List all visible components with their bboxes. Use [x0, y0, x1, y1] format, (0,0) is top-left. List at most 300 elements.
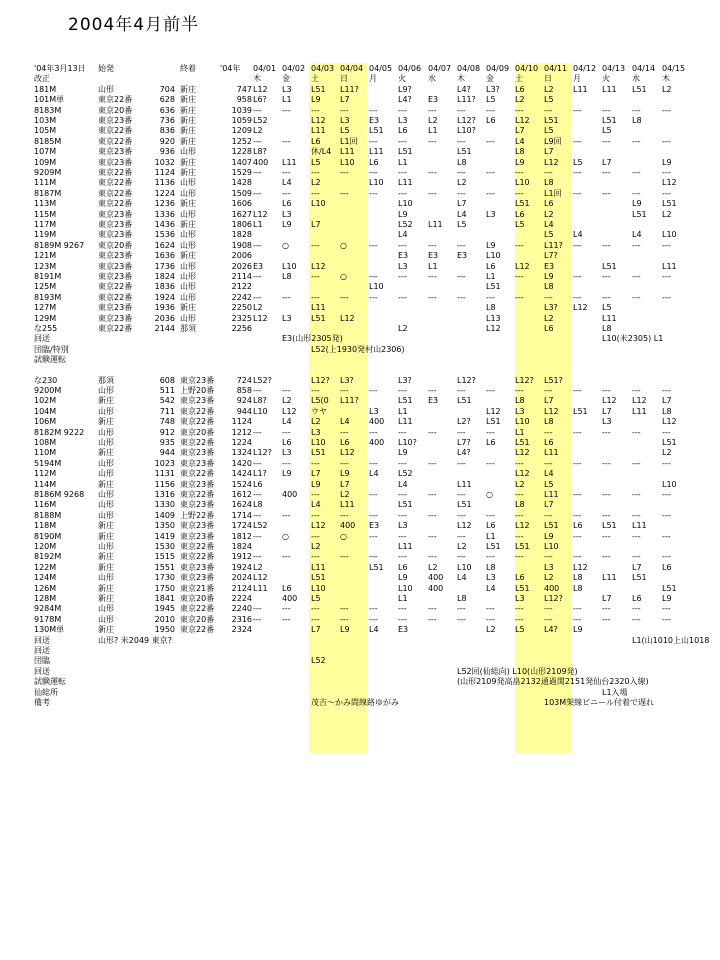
- table-cell: ○: [486, 490, 493, 499]
- table-cell: ○: [282, 531, 289, 541]
- table-cell: L7: [311, 625, 321, 635]
- table-cell: 1515: [154, 552, 175, 562]
- table-cell: L8: [515, 500, 525, 510]
- table-cell: 2036: [154, 313, 175, 323]
- table-cell: 2325: [231, 313, 252, 323]
- table-cell: L51: [486, 542, 501, 551]
- table-cell: ---: [486, 427, 495, 437]
- table-cell: ---: [632, 105, 641, 115]
- table-cell: ---: [457, 386, 466, 395]
- train-number: 113M: [34, 199, 57, 209]
- table-cell: L7: [544, 396, 554, 406]
- table-cell: ---: [632, 490, 641, 499]
- table-cell: ---: [632, 458, 641, 468]
- train-number: 103M: [34, 116, 57, 125]
- table-cell: ---: [457, 604, 466, 614]
- table-cell: ---: [544, 427, 553, 437]
- table-cell: L9: [311, 479, 321, 489]
- train-number: な230: [34, 375, 58, 385]
- table-cell: ---: [602, 188, 611, 198]
- table-cell: 1212: [231, 427, 252, 437]
- table-cell: 東京22番: [98, 292, 133, 302]
- table-cell: 1724: [231, 521, 252, 531]
- table-cell: ---: [253, 552, 262, 562]
- table-cell: ---: [253, 458, 262, 468]
- header-cell: 月: [369, 74, 377, 84]
- table-cell: L7: [544, 500, 554, 510]
- note-label: 試験運転: [34, 677, 66, 687]
- table-cell: L9: [662, 157, 672, 167]
- table-cell: L51?: [544, 375, 563, 385]
- table-cell: 400: [340, 521, 356, 531]
- table-cell: L4: [632, 230, 642, 240]
- table-cell: ---: [457, 552, 466, 562]
- table-cell: ---: [428, 490, 437, 499]
- table-cell: L9: [398, 448, 408, 458]
- table-cell: L7?: [544, 251, 558, 261]
- table-cell: 400: [282, 594, 298, 603]
- table-cell: 920: [159, 136, 175, 146]
- table-cell: 東京23番: [98, 230, 133, 240]
- table-cell: L8: [515, 147, 525, 157]
- table-cell: ---: [457, 510, 466, 520]
- table-cell: L11: [544, 448, 559, 458]
- table-cell: ---: [602, 490, 611, 499]
- table-cell: 山形: [98, 427, 114, 437]
- header-cell: 火: [602, 74, 610, 84]
- table-cell: ---: [253, 136, 262, 146]
- table-cell: L8: [662, 406, 672, 416]
- table-cell: 1419: [154, 531, 175, 541]
- table-cell: L9回: [544, 136, 562, 146]
- table-cell: 1336: [154, 209, 175, 219]
- table-cell: ---: [369, 240, 378, 250]
- table-cell: 400: [282, 490, 298, 499]
- table-cell: L5: [515, 625, 525, 635]
- table-cell: ---: [662, 136, 671, 146]
- table-cell: ---: [282, 427, 291, 437]
- train-number: な255: [34, 324, 58, 333]
- header-cell: 木: [253, 74, 261, 84]
- table-cell: 東京22番: [180, 552, 215, 562]
- table-cell: ---: [282, 510, 291, 520]
- table-cell: 東京22番: [180, 542, 215, 551]
- table-cell: L6: [282, 438, 292, 447]
- header-cell: 04/06: [398, 64, 422, 73]
- note-label: 団臨: [34, 656, 50, 666]
- table-cell: L7: [515, 126, 525, 136]
- table-cell: 1524: [231, 479, 252, 489]
- table-cell: 1316: [154, 490, 175, 499]
- table-cell: ---: [398, 552, 407, 562]
- table-cell: 1606: [231, 199, 252, 209]
- table-cell: 1039: [231, 105, 252, 115]
- table-cell: ---: [515, 292, 524, 302]
- table-cell: L9: [340, 625, 350, 635]
- table-cell: ---: [428, 458, 437, 468]
- table-cell: L1回: [340, 136, 358, 146]
- train-number: 8187M: [34, 188, 62, 198]
- train-number: 122M: [34, 562, 57, 572]
- table-cell: 山形: [98, 490, 114, 499]
- table-cell: ---: [486, 458, 495, 468]
- table-cell: L4?: [544, 625, 558, 635]
- table-cell: ---: [253, 427, 262, 437]
- table-cell: L8: [253, 500, 263, 510]
- table-cell: 新庄: [98, 448, 114, 458]
- table-cell: L3?: [398, 375, 412, 385]
- header-cell: 04/10: [515, 64, 539, 73]
- table-cell: 山形: [98, 386, 114, 395]
- table-cell: L2: [340, 490, 350, 499]
- table-cell: ---: [340, 427, 349, 437]
- train-number: 120M: [34, 542, 57, 551]
- table-cell: 1806: [231, 220, 252, 229]
- table-cell: 1750: [154, 583, 175, 593]
- table-cell: ---: [573, 292, 582, 302]
- table-cell: ---: [544, 614, 553, 624]
- table-cell: L8: [457, 594, 467, 603]
- table-cell: 1912: [231, 552, 252, 562]
- table-cell: 1228: [231, 147, 252, 157]
- table-cell: ---: [544, 292, 553, 302]
- table-cell: 958: [236, 95, 252, 105]
- table-cell: 1407: [231, 157, 252, 167]
- table-cell: ---: [515, 510, 524, 520]
- table-cell: E3: [457, 251, 468, 261]
- table-cell: ---: [369, 188, 378, 198]
- table-cell: E3: [398, 251, 409, 261]
- table-cell: L13: [486, 313, 501, 323]
- table-cell: ---: [398, 427, 407, 437]
- header-cell: 日: [340, 74, 348, 84]
- table-cell: 山形: [98, 458, 114, 468]
- table-cell: 1428: [231, 178, 252, 188]
- table-cell: 山形: [98, 614, 114, 624]
- table-cell: L12: [340, 313, 355, 323]
- table-cell: ---: [544, 105, 553, 115]
- train-number: 115M: [34, 209, 57, 219]
- table-cell: ---: [398, 531, 407, 541]
- table-cell: ---: [573, 614, 582, 624]
- table-cell: 東京22番: [180, 604, 215, 614]
- table-cell: L2: [544, 573, 554, 583]
- table-cell: ---: [662, 531, 671, 541]
- table-cell: 東京22番: [180, 625, 215, 635]
- table-cell: 新庄: [180, 126, 196, 136]
- table-cell: 944: [159, 448, 175, 458]
- table-cell: L3: [486, 209, 496, 219]
- table-cell: L8?: [253, 396, 267, 406]
- table-cell: L51: [457, 396, 472, 406]
- table-cell: L3?: [486, 84, 500, 94]
- table-cell: L51: [573, 406, 588, 416]
- table-cell: L10: [662, 230, 677, 240]
- table-cell: 1714: [231, 510, 252, 520]
- table-cell: L10: [457, 562, 472, 572]
- table-cell: L1: [486, 272, 496, 281]
- table-cell: 1224: [231, 438, 252, 447]
- table-cell: ---: [428, 136, 437, 146]
- table-cell: ---: [457, 188, 466, 198]
- table-cell: L7: [632, 562, 642, 572]
- note-right-text: 103M架線ビニール付着で遅れ: [544, 698, 655, 707]
- table-cell: 新庄: [98, 396, 114, 406]
- table-cell: E3: [428, 95, 439, 105]
- table-cell: L5: [544, 126, 554, 136]
- table-cell: 山形: [98, 500, 114, 510]
- table-cell: ---: [398, 105, 407, 115]
- table-cell: ---: [515, 386, 524, 395]
- table-cell: ---: [486, 614, 495, 624]
- table-cell: L11: [544, 490, 559, 499]
- table-cell: ---: [544, 168, 553, 177]
- header-cell: 土: [515, 74, 523, 84]
- table-cell: ---: [398, 292, 407, 302]
- table-cell: ---: [602, 531, 611, 541]
- table-cell: 1841: [154, 594, 175, 603]
- table-cell: ---: [632, 614, 641, 624]
- table-cell: ---: [428, 240, 437, 250]
- table-cell: ---: [573, 168, 582, 177]
- table-cell: ---: [602, 136, 611, 146]
- table-cell: ---: [544, 458, 553, 468]
- table-cell: L6: [544, 199, 554, 209]
- table-cell: L2: [428, 116, 438, 125]
- header-cell: 火: [398, 74, 406, 84]
- table-cell: 東京23番: [180, 562, 215, 572]
- header-cell: 04/05: [369, 64, 393, 73]
- table-cell: L8: [573, 583, 583, 593]
- table-cell: ○: [282, 240, 289, 250]
- table-cell: 747: [236, 84, 252, 94]
- train-number: 8192M: [34, 552, 62, 562]
- table-cell: E3: [544, 261, 555, 271]
- table-cell: ---: [662, 105, 671, 115]
- header-cell: 04/13: [602, 64, 626, 73]
- table-cell: ○: [340, 272, 347, 281]
- table-cell: 新庄: [180, 105, 196, 115]
- table-cell: L51: [662, 583, 677, 593]
- note-text: L52(上1930発村山2306): [311, 344, 405, 354]
- note-right-text: L1入場: [602, 687, 628, 697]
- table-cell: ---: [428, 168, 437, 177]
- table-cell: ---: [602, 272, 611, 281]
- table-cell: ---: [253, 614, 262, 624]
- table-cell: ---: [369, 531, 378, 541]
- train-number: 114M: [34, 479, 57, 489]
- table-cell: E3: [428, 396, 439, 406]
- table-cell: 東京20番: [98, 240, 133, 250]
- table-cell: ---: [398, 490, 407, 499]
- table-cell: L12: [573, 562, 588, 572]
- table-cell: ---: [253, 105, 262, 115]
- table-cell: 1624: [231, 500, 252, 510]
- table-cell: L3: [515, 406, 525, 416]
- table-cell: L7: [602, 157, 612, 167]
- note-text: L52: [311, 656, 326, 666]
- table-cell: 2114: [231, 272, 252, 281]
- table-cell: 1209: [231, 126, 252, 136]
- table-cell: ---: [253, 386, 262, 395]
- table-cell: L10: [311, 438, 326, 447]
- table-cell: ---: [457, 168, 466, 177]
- table-cell: L51: [311, 313, 326, 323]
- table-cell: L2: [282, 396, 292, 406]
- table-cell: 新庄: [180, 251, 196, 261]
- table-cell: L52: [398, 220, 413, 229]
- table-cell: ---: [398, 386, 407, 395]
- table-cell: L3: [282, 209, 292, 219]
- table-cell: ---: [632, 604, 641, 614]
- table-cell: L1: [428, 261, 438, 271]
- header-cell: 終着: [180, 64, 196, 73]
- table-cell: L51: [457, 147, 472, 157]
- table-cell: L52?: [253, 375, 272, 385]
- table-cell: 東京20番: [98, 105, 133, 115]
- table-cell: ---: [457, 531, 466, 541]
- table-cell: L9: [486, 240, 496, 250]
- table-cell: L12: [311, 521, 326, 531]
- table-cell: ---: [632, 531, 641, 541]
- table-cell: 東京23番: [180, 531, 215, 541]
- table-cell: ---: [632, 168, 641, 177]
- table-cell: L3: [398, 521, 408, 531]
- note-label: 試験運転: [34, 355, 66, 365]
- table-cell: ---: [632, 552, 641, 562]
- table-cell: 東京23番: [180, 500, 215, 510]
- table-cell: 東京23番: [98, 116, 133, 125]
- table-cell: ---: [573, 386, 582, 395]
- table-cell: 新庄: [180, 303, 196, 313]
- table-cell: ---: [486, 604, 495, 614]
- table-cell: L11: [602, 573, 617, 583]
- table-cell: 511: [159, 386, 175, 395]
- table-cell: 東京23番: [98, 303, 133, 313]
- table-cell: 2240: [231, 604, 252, 614]
- table-cell: 東京22番: [98, 136, 133, 146]
- table-cell: L9: [662, 594, 672, 603]
- train-number: 8185M: [34, 136, 62, 146]
- table-cell: 新庄: [98, 552, 114, 562]
- table-cell: 400: [253, 157, 269, 167]
- table-cell: L1: [282, 95, 292, 105]
- table-cell: ---: [253, 490, 262, 499]
- train-number: 8190M: [34, 531, 62, 541]
- table-cell: L12: [282, 406, 297, 416]
- table-cell: ---: [311, 386, 320, 395]
- table-cell: 新庄: [180, 199, 196, 209]
- table-cell: L1?: [253, 469, 267, 479]
- table-cell: L9: [573, 625, 583, 635]
- table-cell: ---: [515, 272, 524, 281]
- table-cell: 2024: [231, 573, 252, 583]
- table-cell: L2: [311, 542, 321, 551]
- header-cell: 04/03: [311, 64, 335, 73]
- table-cell: 東京23番: [98, 251, 133, 261]
- table-cell: 新庄: [180, 84, 196, 94]
- table-cell: 2026: [231, 261, 252, 271]
- table-cell: 1812: [231, 531, 252, 541]
- table-cell: ---: [573, 272, 582, 281]
- table-cell: ---: [311, 168, 320, 177]
- table-cell: ---: [544, 552, 553, 562]
- table-cell: 新庄: [180, 168, 196, 177]
- table-cell: ---: [282, 604, 291, 614]
- table-cell: ---: [457, 490, 466, 499]
- header-cell: 金: [282, 74, 290, 84]
- table-cell: 山形: [98, 438, 114, 447]
- table-cell: L6: [253, 479, 263, 489]
- table-cell: 東京23番: [98, 157, 133, 167]
- table-cell: L12: [253, 573, 268, 583]
- table-cell: L8: [544, 282, 554, 292]
- table-cell: L8: [486, 303, 496, 313]
- table-cell: ---: [428, 188, 437, 198]
- table-cell: 2006: [231, 251, 252, 261]
- table-cell: 東京22番: [98, 199, 133, 209]
- table-cell: L3?: [544, 303, 558, 313]
- table-cell: 2242: [231, 292, 252, 302]
- table-cell: 山形: [180, 292, 196, 302]
- table-cell: L51: [632, 573, 647, 583]
- table-cell: L6: [515, 573, 525, 583]
- header-cell: 04/11: [544, 64, 568, 73]
- table-cell: ---: [398, 168, 407, 177]
- table-cell: L3: [311, 427, 321, 437]
- table-cell: L8: [515, 396, 525, 406]
- table-cell: L4: [486, 583, 496, 593]
- table-cell: L5: [544, 230, 554, 240]
- table-cell: 608: [159, 375, 175, 385]
- table-cell: 新庄: [98, 583, 114, 593]
- table-cell: 山形: [180, 188, 196, 198]
- train-number: 8183M: [34, 105, 62, 115]
- table-cell: ---: [428, 292, 437, 302]
- table-cell: L2: [544, 313, 554, 323]
- table-cell: 836: [159, 126, 175, 136]
- table-cell: L2: [311, 178, 321, 188]
- table-cell: L10?: [398, 438, 417, 447]
- table-cell: L6: [398, 562, 408, 572]
- table-cell: L8: [544, 178, 554, 188]
- table-cell: L10: [398, 583, 413, 593]
- table-cell: L51: [602, 261, 617, 271]
- table-cell: L9: [282, 469, 292, 479]
- table-cell: L5: [544, 479, 554, 489]
- header-cell: '04年: [220, 64, 241, 73]
- table-cell: 1131: [154, 469, 175, 479]
- table-cell: ---: [311, 272, 320, 281]
- table-cell: 新庄: [180, 220, 196, 229]
- table-cell: L4: [544, 220, 554, 229]
- table-cell: ---: [369, 458, 378, 468]
- table-cell: ---: [398, 458, 407, 468]
- table-cell: ---: [369, 105, 378, 115]
- table-cell: ---: [602, 240, 611, 250]
- table-cell: ---: [515, 240, 524, 250]
- table-cell: ○: [340, 531, 347, 541]
- header-cell: 04/14: [632, 64, 656, 73]
- table-cell: L51: [486, 417, 501, 427]
- table-cell: L2: [662, 209, 672, 219]
- table-cell: ---: [602, 510, 611, 520]
- table-cell: L11: [398, 542, 413, 551]
- table-cell: L8: [457, 157, 467, 167]
- table-cell: L10: [369, 282, 384, 292]
- table-cell: 1612: [231, 490, 252, 499]
- note-label: 仙総所: [34, 687, 58, 697]
